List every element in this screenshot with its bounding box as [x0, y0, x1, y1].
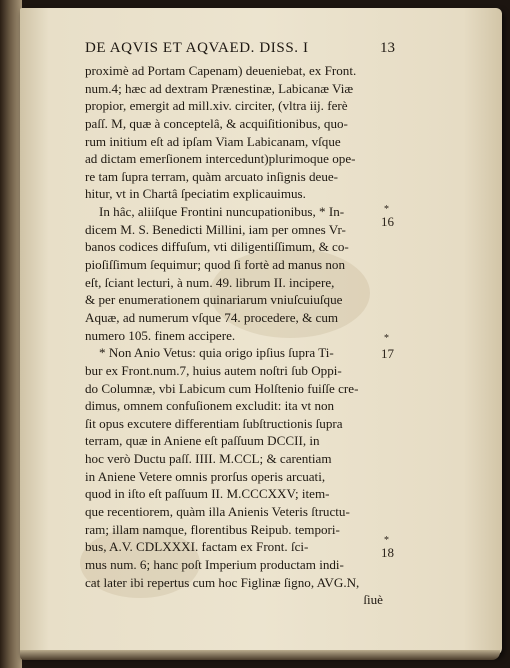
text-line: dimus, omnem confuſionem excludit: ita vt non — [85, 398, 335, 414]
text-line: propior, emergit ad mill.xiv. circiter, (vltra iij. ferè — [85, 98, 348, 114]
margin-asterisk: * — [384, 204, 389, 215]
text-line: dicem M. S. Benedicti Millini, iam per omnes Vr- — [85, 221, 346, 237]
text-line: bus, A.V. CDLXXXI. factam ex Front. ſci- — [85, 539, 309, 555]
text-line: ad dictam emerſionem intercedunt)plurimoque ope- — [85, 151, 356, 167]
text-line: pioſiſſimum ſequimur; quod ſi fortè ad manus non — [85, 257, 346, 273]
text-line: eſt, ſciant lecturi, à num. 49. librum II. incipere, — [85, 274, 335, 290]
margin-number: 17 — [381, 346, 394, 361]
text-line: mus num. 6; hanc poſt Imperium productam indi- — [85, 556, 344, 572]
book-gutter — [0, 0, 22, 668]
text-line: in Aniene Vetere omnis prorſus operis arcuati, — [85, 468, 326, 484]
text-line: rum initium eſt ad ipſam Viam Labicanam, vſque — [85, 133, 341, 149]
catchword: ſiuè — [363, 592, 383, 608]
text-line: do Columnæ, vbi Labicum cum Holſtenio fuiſſe cre- — [85, 380, 359, 396]
text-line: & per enumerationem quinariarum vniuſcuiuſque — [85, 292, 343, 308]
text-line: proximè ad Portam Capenam) deueniebat, ex Front. — [85, 63, 357, 78]
page-edge — [20, 650, 500, 660]
text-line: ram; illam namque, florentibus Reipub. tempori- — [85, 521, 340, 537]
text-line: paſſ. M, quæ à conceptelâ, & acquiſitionibus, quo- — [85, 115, 348, 131]
text-line: hoc verò Ductu paſſ. IIII. M.CCL; & carentiam — [85, 451, 332, 467]
text-line: cat later ibi repertus cum hoc Figlinæ ſigno, AVG.N, — [85, 574, 360, 590]
text-line: bur ex Front.num.7, huius autem noſtri ſub Oppi- — [85, 362, 342, 378]
text-line: que recentiorem, quàm illa Anienis Veteris ſtructu- — [85, 504, 350, 520]
margin-asterisk: * — [384, 535, 389, 546]
page-number: 13 — [380, 40, 395, 56]
text-line: hitur, vt in Chartâ ſpeciatim explicauimus. — [85, 186, 306, 202]
text-line: quod in iſto eſt paſſuum II. M.CCCXXV; item- — [85, 486, 330, 502]
text-line: In hâc, aliiſque Frontini nuncupationibus, * In- — [99, 204, 345, 220]
text-line: Aquæ, ad numerum vſque 74. procedere, & cum — [85, 309, 339, 325]
text-line: num.4; hæc ad dextram Prænestinæ, Labicanæ Viæ — [85, 80, 354, 96]
margin-number: 16 — [381, 214, 394, 229]
body-text — [85, 62, 387, 609]
text-line: ſit opus excutere differentiam ſubſtructionis ſupra — [85, 415, 343, 431]
text-line: * Non Anio Vetus: quia origo ipſius ſupra Ti- — [99, 345, 334, 361]
running-title: DE AQVIS ET AQVAED. DISS. I — [85, 40, 309, 56]
margin-asterisk: * — [384, 333, 389, 344]
text-line: banos codices diffuſum, vti diligentiſſimum, & co- — [85, 239, 349, 255]
margin-number: 18 — [381, 545, 394, 560]
text-line: re tam ſupra terram, quàm arcuato inſignis deue- — [85, 168, 339, 184]
text-line: terram, quæ in Aniene eſt paſſuum DCCII, in — [85, 433, 320, 449]
text-line: numero 105. finem accipere. — [85, 327, 236, 343]
